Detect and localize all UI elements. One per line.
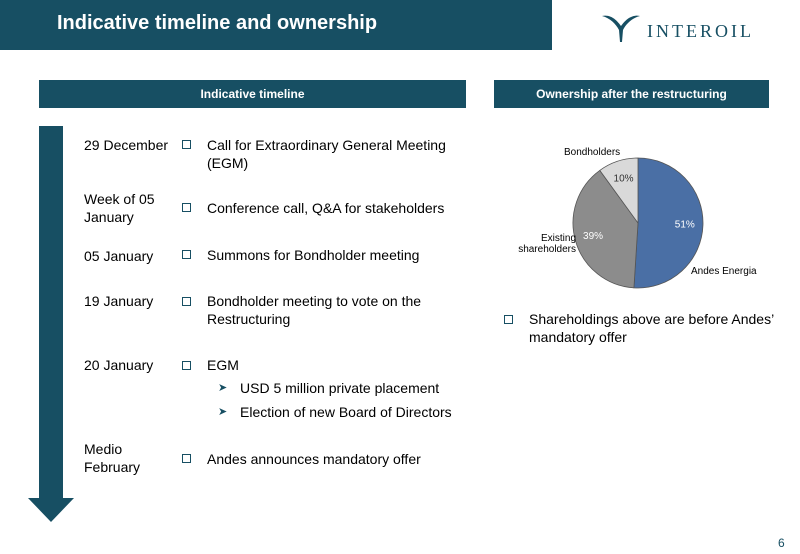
ownership-header — [494, 80, 769, 108]
timeline-subitem: Election of new Board of Directors — [240, 404, 452, 420]
company-logo — [600, 12, 790, 44]
checkbox-bullet-icon — [182, 140, 191, 149]
page-number: 6 — [778, 536, 785, 550]
timeline-item: Conference call, Q&A for stakeholders — [207, 200, 445, 216]
timeline-header-label: Indicative timeline — [200, 87, 305, 101]
timeline-date: 05 January — [84, 248, 154, 264]
checkbox-bullet-icon — [182, 203, 191, 212]
whale-tail-icon — [600, 12, 642, 44]
timeline-header — [39, 80, 466, 108]
pie-value-label: 39% — [583, 231, 604, 243]
timeline-date: 29 December — [84, 137, 169, 153]
timeline-item: Andes announces mandatory offer — [207, 451, 421, 467]
chevron-right-icon: ➤ — [218, 406, 228, 418]
timeline-date: Medio February — [84, 441, 141, 475]
chevron-right-icon: ➤ — [218, 382, 228, 394]
timeline-item: Call for Extraordinary General Meeting (EGM) — [207, 137, 446, 171]
checkbox-bullet-icon — [182, 361, 191, 370]
timeline-date: 20 January — [84, 357, 154, 373]
pie-label-existing-shareholders: Existing shareholders — [518, 233, 576, 255]
pie-label-andes-energia: Andes Energia — [691, 266, 757, 277]
timeline-item: Bondholder meeting to vote on the Restructuring — [207, 293, 422, 327]
checkbox-bullet-icon — [182, 250, 191, 259]
pie-value-label: 51% — [674, 219, 695, 231]
timeline-date: Week of 05 January — [84, 191, 155, 225]
title-bar — [0, 0, 552, 50]
timeline-arrow — [28, 126, 74, 522]
timeline-subitem: USD 5 million private placement — [240, 380, 440, 396]
pie-label-bondholders: Bondholders — [564, 147, 621, 158]
checkbox-bullet-icon — [182, 454, 191, 463]
ownership-pie-chart — [480, 140, 790, 290]
checkbox-bullet-icon — [504, 315, 513, 324]
timeline-date: 19 January — [84, 293, 154, 309]
page-title: Indicative timeline and ownership — [57, 12, 378, 34]
timeline-item: Summons for Bondholder meeting — [207, 247, 420, 263]
ownership-header-label: Ownership after the restructuring — [536, 87, 727, 101]
timeline-item: EGM — [207, 357, 239, 373]
pie-value-label: 10% — [613, 173, 634, 185]
ownership-note: Shareholdings above are before Andes’ mandatory offer — [529, 311, 774, 345]
logo-text: INTEROIL — [647, 21, 754, 41]
checkbox-bullet-icon — [182, 297, 191, 306]
